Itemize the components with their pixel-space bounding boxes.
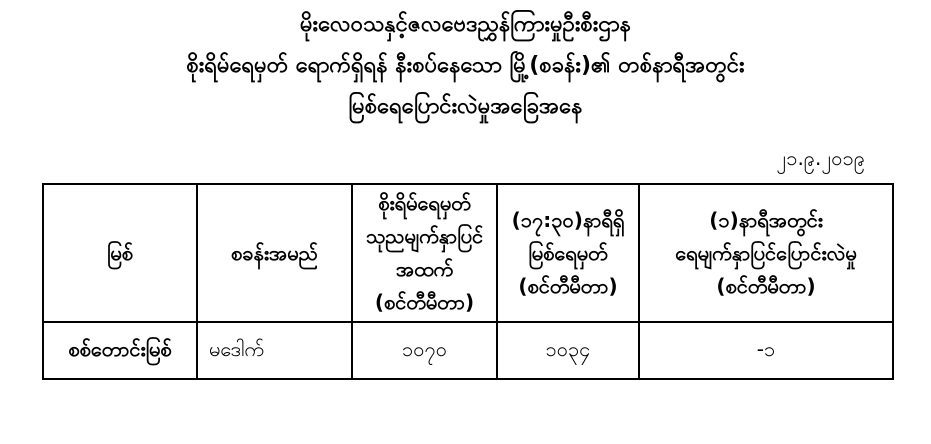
- column-header-station-name: [197, 184, 352, 322]
- column-header-water-level-1730: [497, 184, 639, 322]
- header-line: (၁)နာရီအတွင်း: [709, 207, 823, 232]
- header-line: စခန်းအမည်: [230, 240, 319, 265]
- column-header-change-in-one-hour: [639, 184, 893, 322]
- header-line: မြစ်ရေမှတ်: [528, 240, 608, 265]
- report-date: ၂၁.၉.၂၀၁၉: [776, 146, 865, 170]
- table-header-row: [43, 184, 893, 322]
- header-line: စိုးရိမ်ရေမှတ်: [378, 191, 471, 215]
- cell-river-name: စစ်တောင်းမြစ်: [43, 322, 197, 379]
- table-row: [43, 322, 893, 379]
- header-line: (စင်တီမီတာ): [518, 273, 618, 298]
- title-line-1: မိုးလေဝသနှင့်ဇလဗေဒညွှန်ကြားမှုဦးစီးဌာန: [299, 12, 632, 37]
- header-line: (စင်တီမီတာ): [374, 290, 475, 314]
- river-level-table: [42, 183, 894, 380]
- header-line: ရေမျက်နှာပြင်ပြောင်းလဲမှု: [675, 240, 857, 265]
- header-line: (၁၇:၃၀)နာရီရှိ: [511, 207, 625, 232]
- title-line-2: စိုးရိမ်ရေမှတ် ရောက်ရှိရန် နီးစပ်နေသော မြို့(စခန်း)၏ တစ်နာရီအတွင်း: [186, 53, 745, 78]
- title-line-3: မြစ်ရေပြောင်းလဲမှုအခြေအနေ: [348, 94, 583, 119]
- header-line: သုညမျက်နှာပြင်: [365, 224, 484, 248]
- header-line: (စင်တီမီတာ): [716, 273, 816, 298]
- cell-change-one-hour-value: -၁: [639, 322, 893, 379]
- header-line: မြစ်: [106, 240, 134, 265]
- cell-station-name: မဒေါက်: [197, 322, 352, 379]
- column-header-river: [43, 184, 197, 322]
- cell-water-level-1730-value: ၁၀၃၄: [497, 322, 639, 379]
- header-line: အထက်: [395, 257, 454, 281]
- document-title: [0, 4, 931, 127]
- column-header-danger-level: [352, 184, 497, 322]
- cell-danger-level-value: ၁၀၇၀: [352, 322, 497, 379]
